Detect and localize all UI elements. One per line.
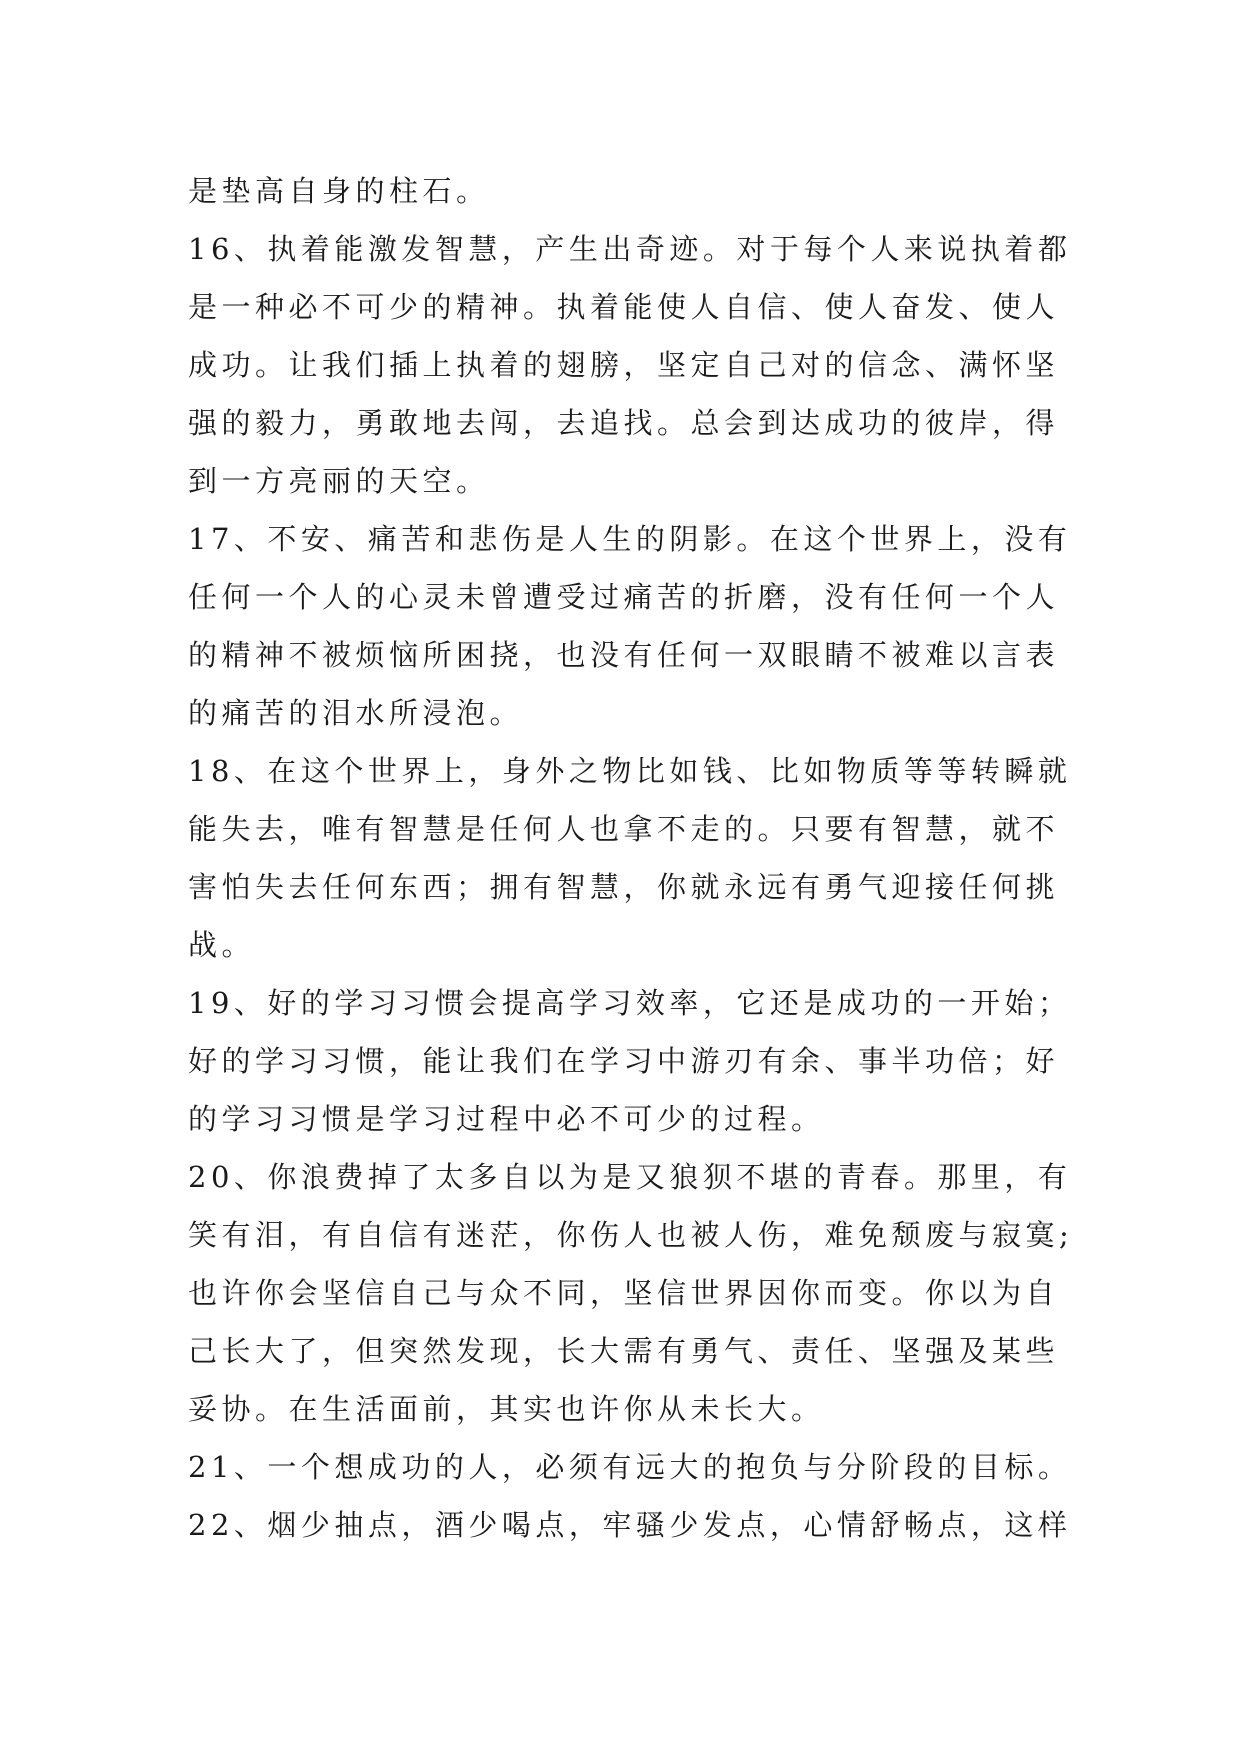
text-line: 22、烟少抽点，酒少喝点，牢骚少发点，心情舒畅点，这样 — [188, 1508, 1072, 1542]
text-line: 强的毅力，勇敢地去闯，去追找。总会到达成功的彼岸，得 — [188, 406, 1060, 440]
text-line: 成功。让我们插上执着的翅膀，坚定自己对的信念、满怀坚 — [188, 348, 1060, 382]
text-line: 21、一个想成功的人，必须有远大的抱负与分阶段的目标。 — [188, 1450, 1072, 1484]
text-line: 也许你会坚信自己与众不同，坚信世界因你而变。你以为自 — [188, 1276, 1060, 1310]
text-line: 能失去，唯有智慧是任何人也拿不走的。只要有智慧，就不 — [188, 812, 1060, 846]
text-line: 己长大了，但突然发现，长大需有勇气、责任、坚强及某些 — [188, 1334, 1060, 1368]
text-line: 战。 — [188, 928, 256, 962]
text-line: 的学习习惯是学习过程中必不可少的过程。 — [188, 1102, 825, 1136]
text-line: 到一方亮丽的天空。 — [188, 464, 490, 498]
text-line: 是一种必不可少的精神。执着能使人自信、使人奋发、使人 — [188, 290, 1060, 324]
text-line: 19、好的学习习惯会提高学习效率，它还是成功的一开始； — [188, 986, 1072, 1020]
text-line: 的痛苦的泪水所浸泡。 — [188, 696, 524, 730]
text-line: 18、在这个世界上，身外之物比如钱、比如物质等等转瞬就 — [188, 754, 1072, 788]
text-line: 好的学习习惯，能让我们在学习中游刃有余、事半功倍；好 — [188, 1044, 1060, 1078]
text-line: 笑有泪，有自信有迷茫，你伤人也被人伤，难免颓废与寂寞; — [188, 1218, 1074, 1252]
text-line: 妥协。在生活面前，其实也许你从未长大。 — [188, 1392, 825, 1426]
document-body-text — [188, 162, 1088, 1554]
text-line: 20、你浪费掉了太多自以为是又狼狈不堪的青春。那里，有 — [188, 1160, 1072, 1194]
text-line: 17、不安、痛苦和悲伤是人生的阴影。在这个世界上，没有 — [188, 522, 1072, 556]
text-line: 任何一个人的心灵未曾遭受过痛苦的折磨，没有任何一个人 — [188, 580, 1060, 614]
text-line: 是垫高自身的柱石。 — [188, 174, 490, 208]
text-line: 的精神不被烦恼所困挠，也没有任何一双眼睛不被难以言表 — [188, 638, 1060, 672]
text-line: 害怕失去任何东西；拥有智慧，你就永远有勇气迎接任何挑 — [188, 870, 1060, 904]
text-line: 16、执着能激发智慧，产生出奇迹。对于每个人来说执着都 — [188, 232, 1072, 266]
